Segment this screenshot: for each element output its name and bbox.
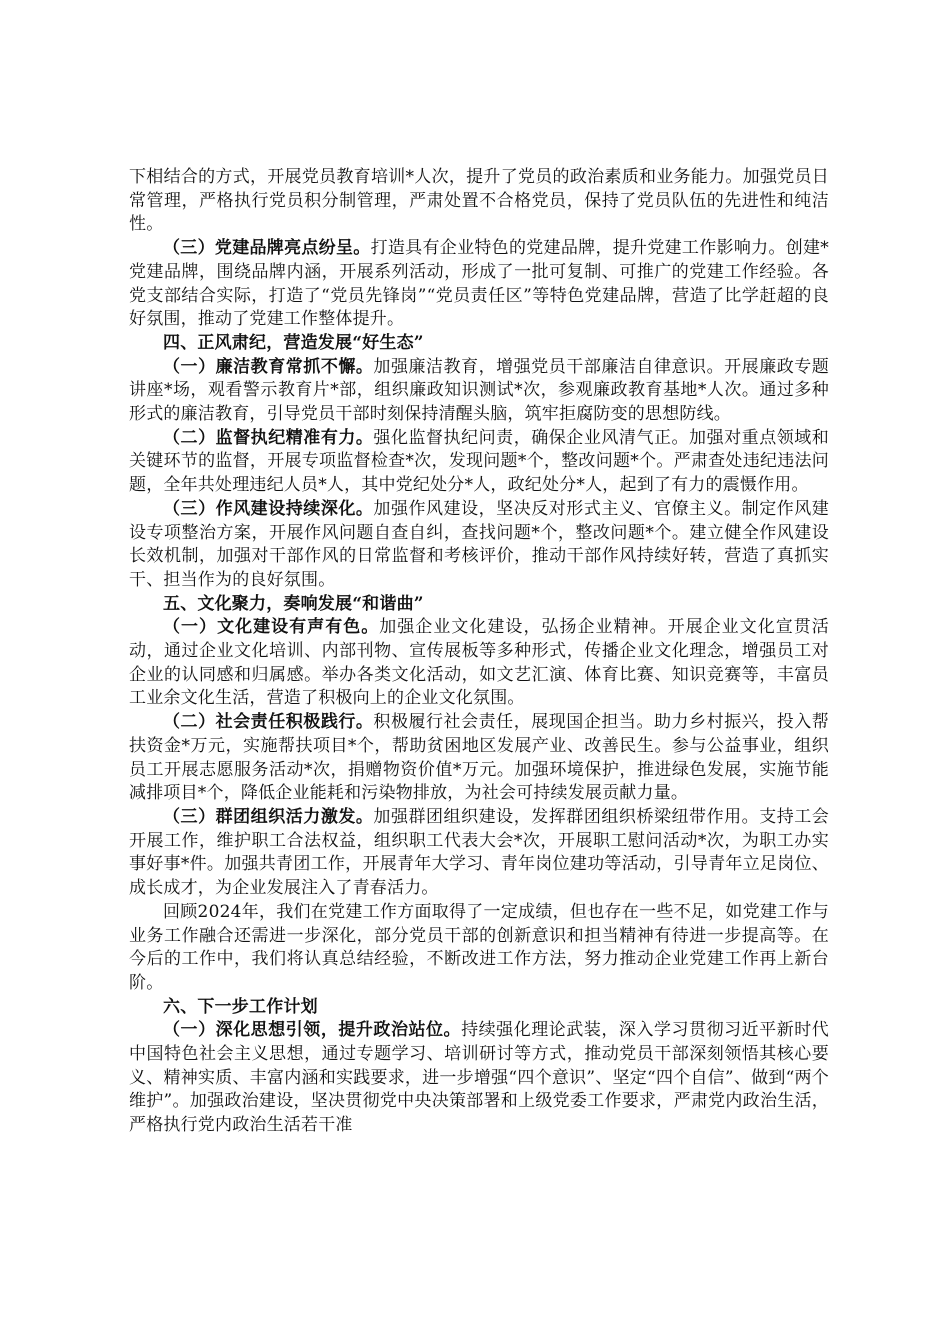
paragraph-social-responsibility [129,711,829,806]
paragraph-lead: （三）群团组织活力激发。 [163,806,374,827]
paragraph-review [129,901,829,996]
paragraph-text: 加强作风建设，坚决反对形式主义、官僚主义。制定作风建设专项整治方案，开展作风问题自查自纠，查找问题*个，整改问题*个。建立健全作风建设长效机制，加强对干部作风的日常监督和考核评价，推动干部作风持续好转，营造了真抓实干、担当作为的良好氛围。 [129,498,829,590]
paragraph-integrity [129,356,829,427]
paragraph-text: 回顾2024年，我们在党建工作方面取得了一定成绩，但也存在一些不足，如党建工作与业务工作融合还需进一步深化，部分党员干部的创新意识和担当精神有待进一步提高等。在今后的工作中，我们将认真总结经验，不断改进工作方法，努力推动企业党建工作再上新台阶。 [129,901,829,993]
paragraph-text: 打造具有企业特色的党建品牌，提升党建工作影响力。创建*党建品牌，围绕品牌内涵，开展系列活动，形成了一批可复制、可推广的党建工作经验。各党支部结合实际，打造了“党员先锋岗”“党员责任区”等特色党建品牌，营造了比学赶超的良好氛围，推动了党建工作整体提升。 [129,238,829,330]
paragraph-text: 强化监督执纪问责，确保企业风清气正。加强对重点领域和关键环节的监督，开展专项监督检查*次，发现问题*个，整改问题*个。严肃查处违纪违法问题，全年共处理违纪人员*人，其中党纪处分*人，政纪处分*人，起到了有力的震慑作用。 [129,427,829,496]
section-heading-4: 四、正风肃纪，营造发展“好生态” [163,332,424,353]
paragraph-text: 下相结合的方式，开展党员教育培训*人次，提升了党员的政治素质和业务能力。加强党员日常管理，严格执行党员积分制管理，严肃处置不合格党员，保持了党员队伍的先进性和纯洁性。 [129,167,829,235]
paragraph-brand [129,237,829,332]
section-heading-6: 六、下一步工作计划 [163,996,318,1017]
paragraph-text: 加强廉洁教育，增强党员干部廉洁自律意识。开展廉政专题讲座*场，观看警示教育片*部，组织廉政知识测试*次，参观廉政教育基地*人次。通过多种形式的廉洁教育，引导党员干部时刻保持清醒头脑，筑牢拒腐防变的思想防线。 [129,356,829,425]
paragraph-training [129,166,829,237]
paragraph-lead: （一）深化思想引领，提升政治站位。 [163,1020,462,1041]
paragraph-work-style [129,498,829,593]
document-body [129,166,829,1138]
section-heading-5: 五、文化聚力，奏响发展“和谐曲” [163,593,424,614]
paragraph-lead: （三）党建品牌亮点纷呈。 [163,238,371,259]
paragraph-text: 积极履行社会责任，展现国企担当。助力乡村振兴，投入帮扶资金*万元，实施帮扶项目*个，帮助贫困地区发展产业、改善民生。参与公益事业，组织员工开展志愿服务活动*次，捐赠物资价值*万元。加强环境保护，推进绿色发展，实施节能减排项目*个，降低企业能耗和污染物排放，为社会可持续发展贡献力量。 [129,712,829,804]
paragraph-mass-organizations [129,806,829,901]
paragraph-lead: （二）社会责任积极践行。 [163,712,374,733]
paragraph-text: 加强群团组织建设，发挥群团组织桥梁纽带作用。支持工会开展工作，维护职工合法权益，组织职工代表大会*次，开展职工慰问活动*次，为职工办实事好事*件。加强共青团工作，开展青年大学习、青年岗位建功等活动，引导青年立足岗位、成长成才，为企业发展注入了青春活力。 [129,806,829,899]
paragraph-supervision [129,427,829,498]
paragraph-lead: （三）作风建设持续深化。 [163,498,374,519]
paragraph-text: 持续强化理论武装，深入学习贯彻习近平新时代中国特色社会主义思想，通过专题学习、培训研讨等方式，推动党员干部深刻领悟其核心要义、精神实质、丰富内涵和实践要求，进一步增强“四个意识”、坚定“四个自信”、做到“两个维护”。加强政治建设，坚决贯彻党中央决策部署和上级党委工作要求，严肃党内政治生活，严格执行党内政治生活若干准 [129,1020,829,1136]
paragraph-culture [129,616,829,711]
paragraph-text: 加强企业文化建设，弘扬企业精神。开展企业文化宣贯活动，通过企业文化培训、内部刊物、宣传展板等多种形式，传播企业文化理念，增强员工对企业的认同感和归属感。举办各类文化活动，如文艺汇演、体育比赛、知识竞赛等，丰富员工业余文化生活，营造了积极向上的企业文化氛围。 [129,617,829,709]
paragraph-lead: （二）监督执纪精准有力。 [163,427,374,448]
paragraph-lead: （一）廉洁教育常抓不懈。 [163,356,374,377]
paragraph-lead: （一）文化建设有声有色。 [163,617,380,638]
paragraph-ideology [129,1019,829,1138]
